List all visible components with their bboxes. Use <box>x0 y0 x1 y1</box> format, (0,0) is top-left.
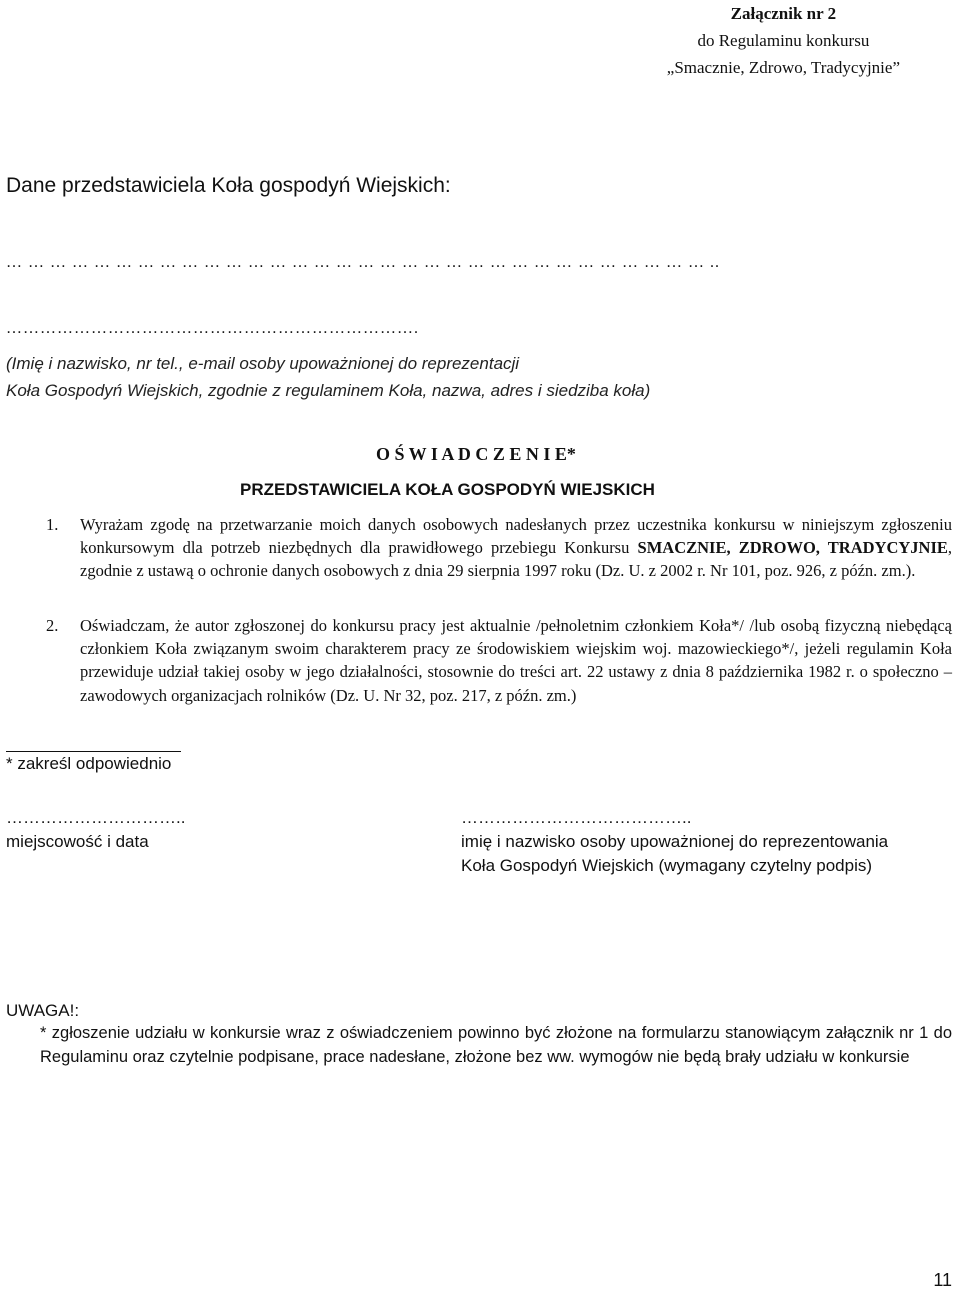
item-number: 1. <box>46 515 59 534</box>
attachment-title: Załącznik nr 2 <box>730 4 837 23</box>
declaration-item-2 <box>46 614 952 707</box>
item-text: Oświadczam, że autor zgłoszonej do konkursu pracy jest aktualnie /pełnoletnim członkiem Koła*/ /lub osobą fizyczną niebędącą członkiem Koła związanym swoim charakterem pracy ze środowiskiem wiejskim woj. mazowieckiego*/, jeżeli regulamin Koła przewiduje udział takiej osoby w jego działalności, stosownie do treści art. 22 ustawy z dnia 8 października 1982 r. o społeczno – zawodowych organizacjach rolników (Dz. U. Nr 32, poz. 217, z późn. zm.) <box>80 616 952 705</box>
footnote-separator <box>6 751 181 752</box>
attachment-header <box>667 0 900 81</box>
signature-place-date <box>6 806 185 854</box>
attachment-contest-name: „Smacznie, Zdrowo, Tradycyjnie” <box>666 58 900 77</box>
signature-place-date-label: miejscowość i data <box>6 832 149 851</box>
fill-in-dotted-line-2: ………………………………………………………………. <box>6 320 419 337</box>
attachment-regulation-ref: do Regulaminu konkursu <box>697 31 870 50</box>
fill-in-hint-line1: (Imię i nazwisko, nr tel., e-mail osoby upoważnionej do reprezentacji <box>6 354 520 373</box>
signature-representative-dots: ………………………………….. <box>461 808 692 827</box>
signature-place-date-dots: ………………………….. <box>6 808 186 827</box>
item-text-continued: , zgodnie z ustawą o ochronie danych osobowych z dnia 29 sierpnia 1997 roku (Dz. U. z 2002 r. Nr 101, poz. 926, z późn. zm.). <box>80 538 953 581</box>
page-number: 11 <box>933 1270 952 1290</box>
representative-heading: Dane przedstawiciela Koła gospodyń Wiejskich: <box>6 174 451 197</box>
signature-representative <box>461 806 888 878</box>
declaration-item-1 <box>46 513 953 583</box>
fill-in-hint-line2: Koła Gospodyń Wiejskich, zgodnie z regulaminem Koła, nazwa, adres i siedziba koła) <box>6 381 651 400</box>
contest-name-bold: SMACZNIE, ZDROWO, TRADYCYJNIE <box>637 538 948 558</box>
note-text: * zgłoszenie udziału w konkursie wraz z oświadczeniem powinno być złożone na formularzu stanowiącym załącznik nr 1 do Regulaminu oraz czytelnie podpisane, prace nadesłane, złożone bez ww. wymogów nie będą brały udziału w konkursie <box>40 1024 952 1066</box>
footnote: * zakreśl odpowiednio <box>6 754 172 773</box>
declaration-title: O Ś W I A D C Z E N I E* <box>376 444 576 464</box>
signature-representative-label-1: imię i nazwisko osoby upoważnionej do reprezentowania <box>461 832 889 851</box>
declaration-subtitle: PRZEDSTAWICIELA KOŁA GOSPODYŃ WIEJSKICH <box>240 480 655 499</box>
fill-in-dotted-line: … … … … … … … … … … … … … … … … … … … … … … … … … … … … … … … … .. <box>6 254 720 271</box>
note-heading: UWAGA!: <box>6 1001 80 1020</box>
item-text: Wyrażam zgodę na przetwarzanie moich danych osobowych nadesłanych przez uczestnika konkursu w niniejszym zgłoszeniu konkursowym dla potrzeb niezbędnych dla prawidłowego przebiegu Konkursu <box>80 515 952 558</box>
item-number: 2. <box>46 616 59 635</box>
signature-representative-label-2: Koła Gospodyń Wiejskich (wymagany czytelny podpis) <box>461 856 873 875</box>
fill-in-hint <box>6 350 650 404</box>
